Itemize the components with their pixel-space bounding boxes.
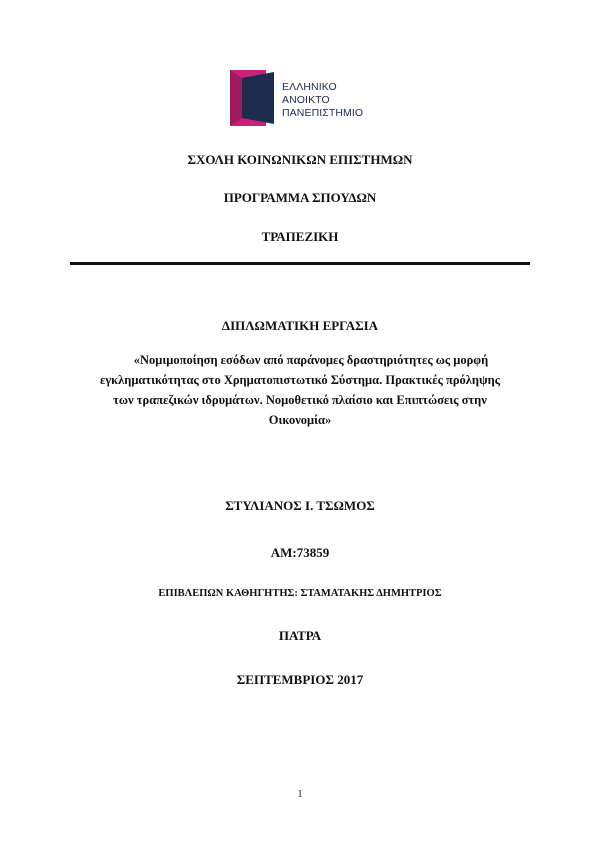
logo-line-2: ΑΝΟΙΚΤΟ — [282, 94, 330, 106]
thesis-title-line: «Νομιμοποίηση εσόδων από παράνομες δραστηριότητες ως μορφή — [133, 353, 489, 367]
program-name: ΤΡΑΠΕΖΙΚΗ — [261, 229, 339, 244]
city: ΠΑΤΡΑ — [278, 628, 322, 643]
logo-wordmark — [282, 81, 363, 120]
page-number: 1 — [297, 789, 303, 800]
program-label: ΠΡΟΓΡΑΜΜΑ ΣΠΟΥΔΩΝ — [223, 190, 377, 205]
logo-line-3: ΠΑΝΕΠΙΣΤΗΜΙΟ — [282, 107, 364, 119]
student-id: ΑΜ:73859 — [270, 545, 330, 560]
eap-logo-icon — [230, 70, 278, 126]
thesis-title-line: εγκληματικότητας στο Χρηματοπιστωτικό Σύστημα. Πρακτικές πρόληψης — [99, 373, 500, 387]
school-name: ΣΧΟΛΗ ΚΟΙΝΩΝΙΚΩΝ ΕΠΙΣΤΗΜΩΝ — [187, 152, 413, 167]
date: ΣΕΠΤΕΜΒΡΙΟΣ 2017 — [236, 672, 364, 687]
document-type: ΔΙΠΛΩΜΑΤΙΚΗ ΕΡΓΑΣΙΑ — [221, 318, 379, 333]
university-logo — [230, 70, 380, 130]
thesis-title-line: Οικονομία» — [268, 413, 332, 427]
supervisor: ΕΠΙΒΛΕΠΩΝ ΚΑΘΗΓΗΤΗΣ: ΣΤΑΜΑΤΑΚΗΣ ΔΗΜΗΤΡΙΟΣ — [158, 588, 442, 599]
thesis-title — [60, 350, 540, 430]
divider-rule — [70, 262, 530, 265]
logo-line-1: ΕΛΛΗΝΙΚΟ — [282, 81, 337, 93]
author-name: ΣΤΥΛΙΑΝΟΣ Ι. ΤΣΩΜΟΣ — [225, 498, 375, 513]
thesis-title-line: των τραπεζικών ιδρυμάτων. Νομοθετικό πλαίσιο και Επιπτώσεις στην — [113, 393, 487, 407]
